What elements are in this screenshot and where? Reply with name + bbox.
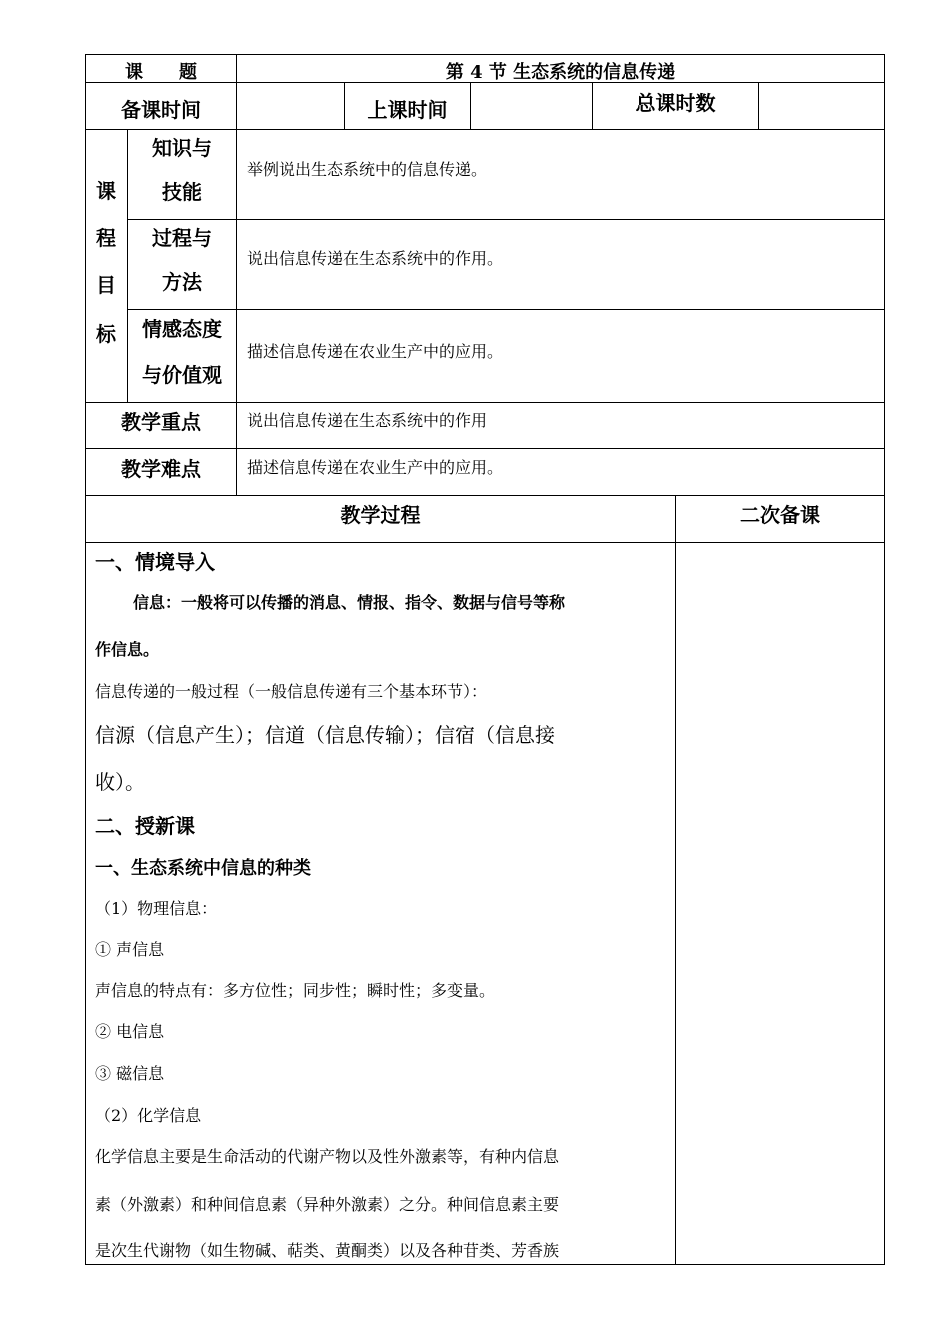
objective-knowledge-label: 知识与 (152, 136, 212, 160)
objectives-side-label-1: 课 (96, 179, 116, 203)
row-divider (127, 219, 885, 220)
row-divider (85, 542, 885, 543)
objectives-side-label-3: 目 (96, 273, 116, 297)
magnetic-info-item: ③ 磁信息 (95, 1064, 165, 1083)
row-divider (85, 448, 885, 449)
row-divider (85, 129, 885, 130)
objectives-side-label-4: 标 (96, 322, 116, 346)
info-process-steps-line2: 收）。 (95, 770, 145, 794)
sound-info-features: 声信息的特点有：多方位性；同步性；瞬时性；多变量。 (95, 981, 496, 1000)
chemical-info-title: （2）化学信息 (95, 1106, 202, 1125)
objective-attitude-label: 情感态度 (142, 317, 222, 341)
difficult-point-label: 教学难点 (121, 457, 201, 481)
class-time-label: 上课时间 (367, 98, 448, 122)
col-divider (758, 82, 759, 129)
total-hours-label: 总课时数 (635, 91, 716, 115)
table-border-bottom (85, 1264, 885, 1265)
info-process-text: 信息传递的一般过程（一般信息传递有三个基本环节）： (95, 682, 488, 701)
section-new-lesson-heading: 二、授新课 (95, 814, 195, 838)
chemical-info-line2: 素（外激素）和种间信息素（异种外激素）之分。种间信息素主要 (95, 1195, 560, 1214)
objectives-side-label-2: 程 (96, 226, 116, 250)
row-divider (85, 402, 885, 403)
table-border-left (85, 54, 86, 1265)
prep-time-label: 备课时间 (121, 98, 201, 122)
row-divider (127, 309, 885, 310)
objective-attitude-label-2: 与价值观 (142, 363, 222, 387)
objective-process-text: 说出信息传递在生态系统中的作用。 (247, 249, 504, 268)
table-border-top (85, 54, 885, 55)
row-divider (85, 495, 885, 496)
topic-value: 第 4 节 生态系统的信息传递 (445, 62, 676, 83)
section-info-types-heading: 一、生态系统中信息的种类 (95, 858, 311, 879)
objective-process-label: 过程与 (152, 226, 212, 250)
objective-attitude-text: 描述信息传递在农业生产中的应用。 (247, 342, 504, 361)
topic-label: 课 题 (125, 62, 197, 83)
difficult-point-text: 描述信息传递在农业生产中的应用。 (247, 458, 504, 477)
col-divider (236, 54, 237, 495)
key-point-text: 说出信息传递在生态系统中的作用 (247, 411, 488, 430)
objective-knowledge-label-2: 技能 (162, 180, 202, 204)
second-prep-header: 二次备课 (740, 503, 820, 527)
physical-info-title: （1）物理信息： (95, 899, 218, 918)
process-header: 教学过程 (340, 503, 421, 527)
table-border-right (884, 54, 885, 1265)
electric-info-item: ② 电信息 (95, 1022, 165, 1041)
key-point-label: 教学重点 (121, 410, 201, 434)
info-definition-line2: 作信息。 (95, 640, 160, 659)
section-intro-heading: 一、情境导入 (95, 550, 215, 574)
chemical-info-line1: 化学信息主要是生命活动的代谢产物以及性外激素等，有种内信息 (95, 1147, 560, 1166)
chemical-info-line3: 是次生代谢物（如生物碱、萜类、黄酮类）以及各种苷类、芳香族 (95, 1241, 560, 1260)
info-process-steps-line1: 信源（信息产生）；信道（信息传输）；信宿（信息接 (95, 723, 555, 747)
col-divider (470, 82, 471, 129)
col-divider (675, 495, 676, 1265)
info-definition-line1: 信息：一般将可以传播的消息、情报、指令、数据与信号等称 (133, 593, 566, 612)
sound-info-item: ① 声信息 (95, 940, 165, 959)
objective-knowledge-text: 举例说出生态系统中的信息传递。 (247, 160, 488, 179)
objective-process-label-2: 方法 (162, 270, 202, 294)
